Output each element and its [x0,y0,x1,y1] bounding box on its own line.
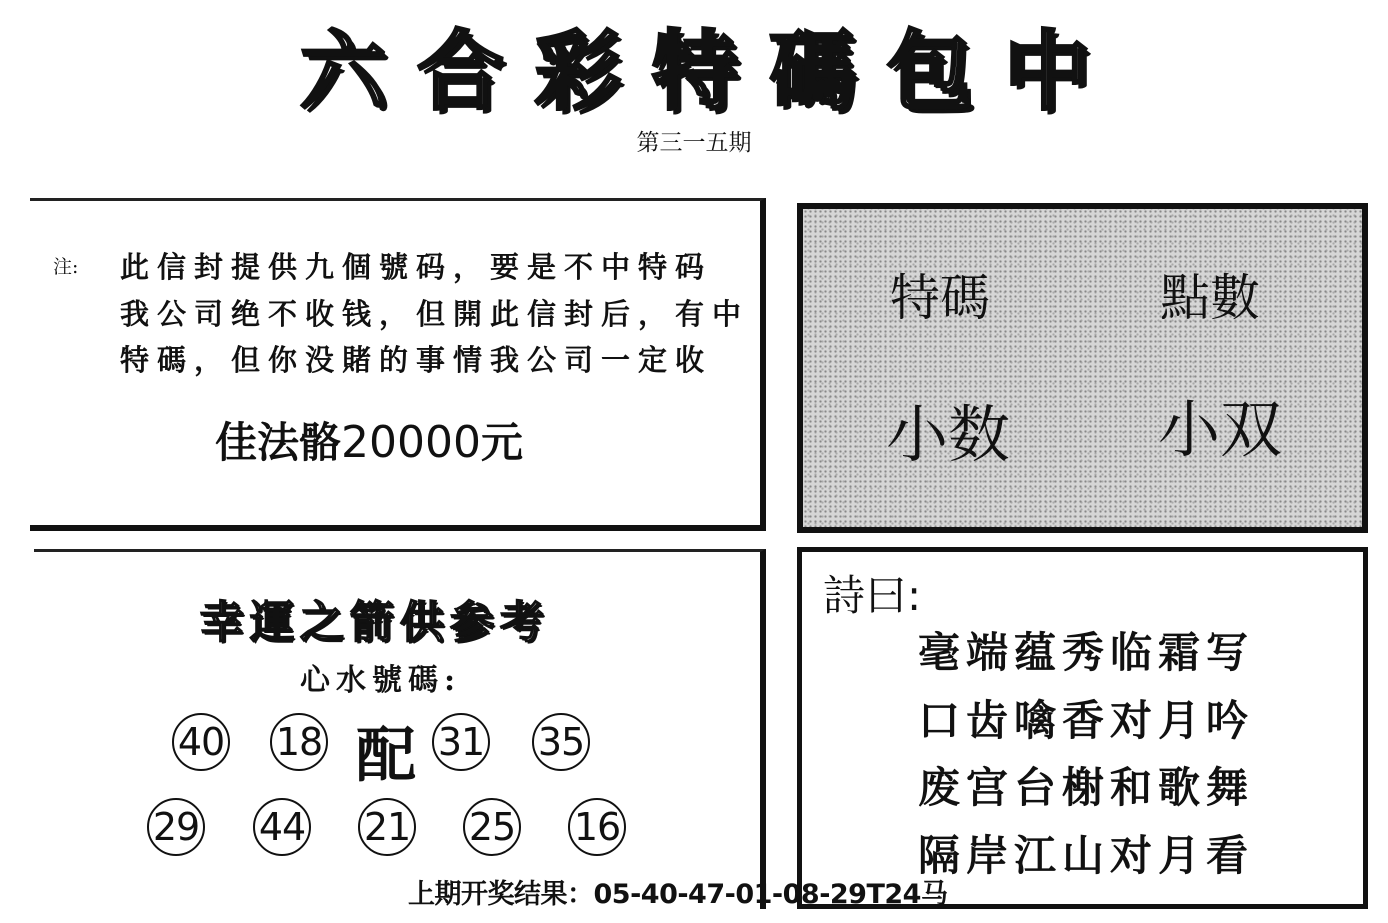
number-ball: 40 [172,713,230,771]
number-ball: 31 [432,713,490,771]
notice-line: 我公司绝不收钱，但開此信封后，有中 [120,297,750,331]
issue-number: 第三一五期 [636,130,752,156]
reward-suffix: 元 [481,418,524,467]
number-ball: 35 [532,713,590,771]
notice-label: 注: [53,256,79,278]
number-ball: 25 [463,798,521,856]
lucky-title: 幸運之箭供参考 [200,597,550,648]
number-ball: 18 [270,713,328,771]
lucky-subtitle: 心水號碼: [300,663,462,698]
special-heading-left: 特碼 [890,269,990,327]
reward-amount: 20000 [341,417,481,468]
title-char: 彩 [534,21,621,122]
title-char: 包 [886,21,973,122]
number-ball: 44 [253,798,311,856]
reward-text [215,410,523,470]
title-char: 特 [651,21,738,122]
number-ball: 29 [147,798,205,856]
title-char: 碼 [769,21,856,122]
number-ball: 16 [568,798,626,856]
reward-prefix: 佳法骼 [215,418,342,467]
special-heading-right: 點數 [1160,269,1260,327]
title-char: 中 [1003,21,1090,122]
poem-line: 毫端蕴秀临霜写 [918,628,1255,677]
notice-line: 特碼，但你没賭的事情我公司一定收 [120,343,713,377]
page-title [300,14,1090,122]
poem-line: 废宫台榭和歌舞 [918,763,1255,812]
title-char: 合 [417,21,504,122]
special-value-left: 小数 [886,398,1011,471]
special-value-right: 小双 [1158,393,1283,466]
poem-line: 隔岸江山对月看 [918,831,1255,880]
pair-label: 配 [356,721,416,791]
last-draw-result: 上期开奖结果：05-40-47-01-08-29T24马 [408,879,948,910]
poem-label: 詩曰: [823,571,922,620]
poem-line: 口齿噙香对月吟 [918,696,1255,745]
notice-line: 此信封提供九個號码，要是不中特码 [120,250,713,284]
number-ball: 21 [358,798,416,856]
title-char: 六 [300,21,386,122]
special-panel [797,203,1368,533]
